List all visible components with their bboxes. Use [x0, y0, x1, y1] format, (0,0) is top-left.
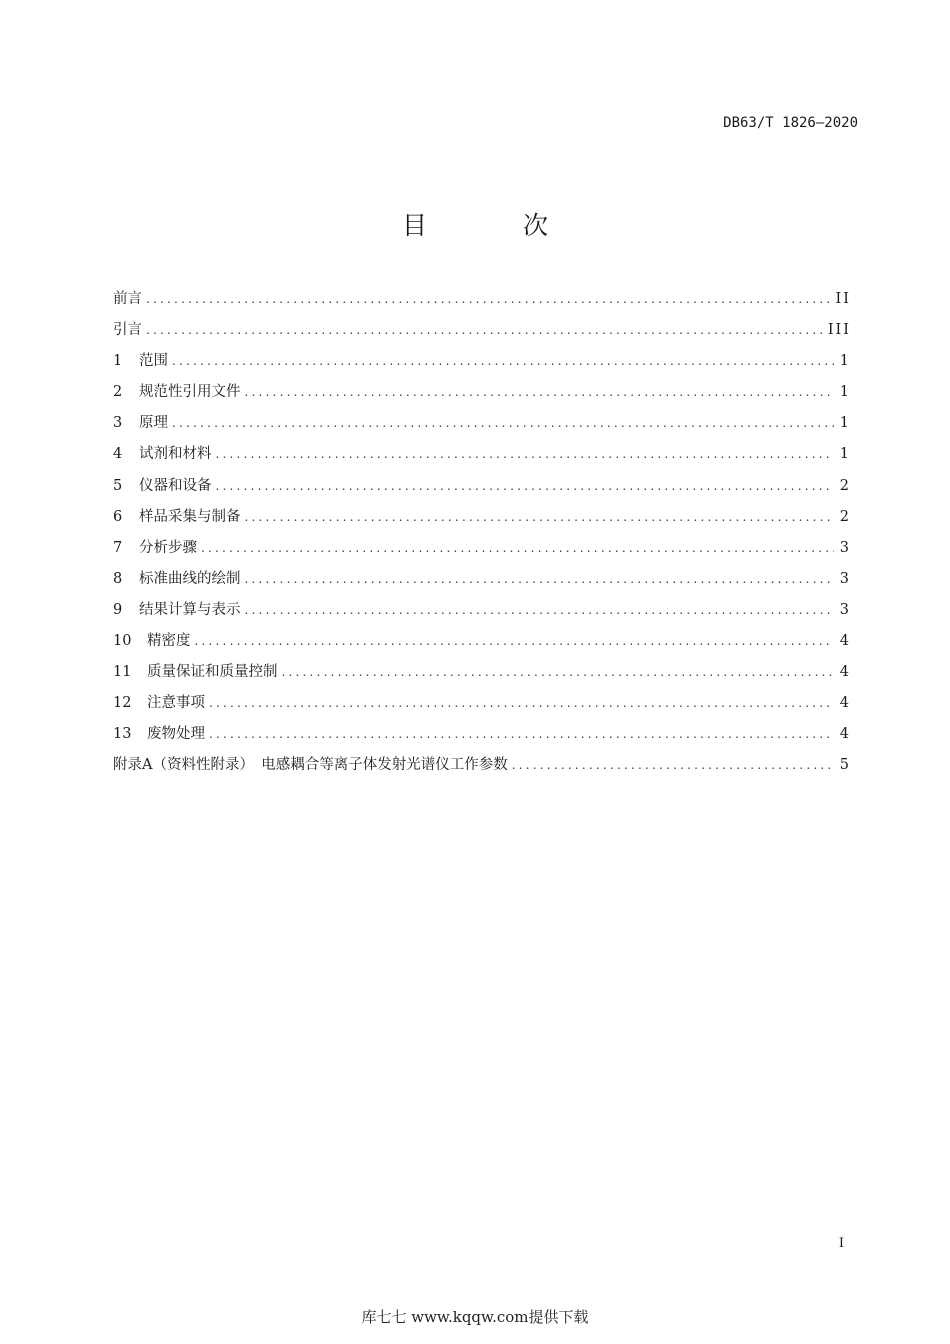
toc-entry-label: 分析步骤 [139, 539, 197, 556]
toc-entry-label: 废物处理 [147, 726, 205, 743]
toc-entry-label: 范围 [139, 353, 168, 370]
toc-leader-dots [216, 447, 834, 461]
toc-entry-label: 注意事项 [147, 695, 205, 712]
toc-entry-page: 4 [839, 633, 851, 650]
toc-leader-dots [146, 323, 822, 337]
toc-leader-dots [512, 758, 834, 772]
toc-entry-number: 7 [113, 539, 123, 556]
footer-watermark: 库七七 www.kqqw.com提供下载 [361, 1308, 589, 1326]
toc-leader-dots [216, 479, 834, 493]
toc-entry-number: 11 [113, 664, 132, 681]
toc-entry-page: 1 [839, 446, 851, 463]
toc-leader-dots [201, 541, 834, 555]
toc-entry-number: 9 [113, 601, 123, 618]
toc-leader-dots [195, 634, 834, 648]
toc-entry-number: 8 [113, 570, 123, 587]
toc-entry-page: III [827, 322, 851, 339]
toc-entry-label: 结果计算与表示 [139, 601, 241, 618]
toc-leader-dots [172, 354, 834, 368]
toc-leader-dots [245, 385, 834, 399]
toc-entry-1[interactable] [113, 349, 851, 380]
toc-leader-dots [209, 727, 834, 741]
toc-entry-page: II [835, 291, 851, 307]
toc-leader-dots [172, 416, 834, 430]
toc-leader-dots [282, 665, 834, 679]
toc-entry-number: 12 [113, 695, 132, 712]
toc-entry-page: 4 [839, 695, 851, 712]
toc-entry-number: 5 [113, 477, 123, 494]
toc-entry-label: 附录A（资料性附录） 电感耦合等离子体发射光谱仪工作参数 [113, 757, 508, 774]
toc-entry-number: 1 [113, 353, 123, 370]
standard-code: DB63/T 1826—2020 [723, 115, 858, 131]
toc-entry-page: 3 [839, 601, 851, 618]
toc-entry-11[interactable] [113, 660, 851, 691]
toc-entry-appendix-a[interactable] [113, 753, 851, 784]
toc-entry-8[interactable] [113, 567, 851, 598]
toc-entry-label: 样品采集与制备 [139, 508, 241, 525]
toc-entry-introduction[interactable] [113, 318, 851, 349]
toc-entry-page: 2 [839, 477, 851, 494]
toc-entry-9[interactable] [113, 598, 851, 629]
toc-entry-number: 10 [113, 633, 132, 650]
toc-entry-page: 1 [839, 415, 851, 432]
toc-entry-label: 前言 [113, 291, 142, 307]
toc-entry-label: 质量保证和质量控制 [147, 664, 278, 681]
toc-entry-label: 仪器和设备 [139, 477, 212, 494]
toc-entry-label: 标准曲线的绘制 [139, 570, 241, 587]
page-title: 目 次 [402, 211, 592, 240]
toc-entry-number: 6 [113, 508, 123, 525]
toc-entry-page: 3 [839, 539, 851, 556]
toc-leader-dots [245, 572, 834, 586]
toc-entry-number: 4 [113, 446, 123, 463]
toc-entry-page: 3 [839, 570, 851, 587]
toc-entry-page: 5 [839, 757, 851, 774]
toc-leader-dots [245, 603, 834, 617]
toc-entry-4[interactable] [113, 442, 851, 473]
toc-leader-dots [146, 292, 830, 306]
page-number: I [838, 1236, 844, 1251]
toc-entry-10[interactable] [113, 629, 851, 660]
toc-entry-7[interactable] [113, 536, 851, 567]
toc-entry-label: 原理 [139, 415, 168, 432]
toc-entry-label: 引言 [113, 322, 142, 339]
toc-entry-page: 4 [839, 726, 851, 743]
toc-entry-label: 精密度 [147, 633, 191, 650]
toc-entry-page: 1 [839, 353, 851, 370]
toc-entry-number: 2 [113, 384, 123, 401]
toc-entry-3[interactable] [113, 411, 851, 442]
toc-entry-number: 3 [113, 415, 123, 432]
toc-entry-5[interactable] [113, 474, 851, 505]
toc-entry-foreword[interactable] [113, 287, 851, 318]
toc-leader-dots [245, 510, 834, 524]
toc-entry-13[interactable] [113, 722, 851, 753]
toc-entry-label: 规范性引用文件 [139, 384, 241, 401]
toc-entry-label: 试剂和材料 [139, 446, 212, 463]
toc-leader-dots [209, 696, 834, 710]
toc-entry-12[interactable] [113, 691, 851, 722]
toc-entry-number: 13 [113, 726, 132, 743]
toc-entry-2[interactable] [113, 380, 851, 411]
toc-entry-6[interactable] [113, 505, 851, 536]
table-of-contents [113, 287, 851, 785]
toc-entry-page: 1 [839, 384, 851, 401]
toc-entry-page: 4 [839, 664, 851, 681]
toc-entry-page: 2 [839, 508, 851, 525]
